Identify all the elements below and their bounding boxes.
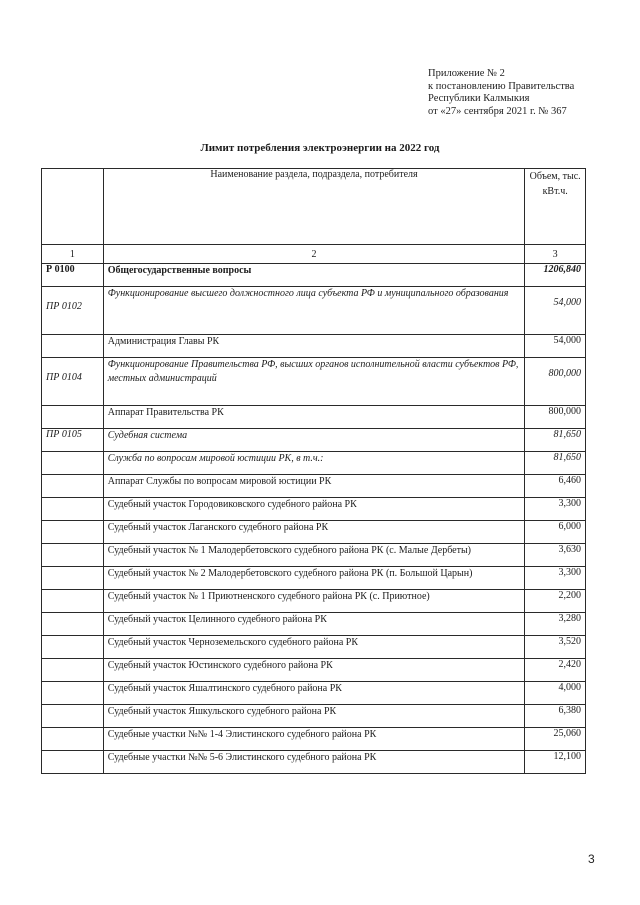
table-row <box>42 590 586 613</box>
row-value: 54,000 <box>525 287 586 335</box>
row-code <box>42 406 104 429</box>
row-value: 2,420 <box>525 659 586 682</box>
row-code <box>42 335 104 358</box>
row-code <box>42 590 104 613</box>
row-name: Судебный участок № 2 Малодербетовского судебного района РК (п. Большой Царын) <box>103 567 525 590</box>
table-row <box>42 659 586 682</box>
approval-line-3: Республики Калмыкия <box>428 93 530 104</box>
table-row <box>42 406 586 429</box>
row-code <box>42 498 104 521</box>
table-row <box>42 705 586 728</box>
row-code <box>42 521 104 544</box>
header-volume-cell: Объем, тыс. кВт.ч. <box>525 169 586 245</box>
table-row <box>42 636 586 659</box>
row-value: 6,000 <box>525 521 586 544</box>
row-value: 54,000 <box>525 335 586 358</box>
row-name: Судебные участки №№ 1-4 Элистинского судебного района РК <box>103 728 525 751</box>
row-value: 3,520 <box>525 636 586 659</box>
row-value: 3,280 <box>525 613 586 636</box>
row-code: ПР 0104 <box>42 358 104 406</box>
row-value: 6,460 <box>525 475 586 498</box>
column-number-1: 1 <box>42 245 104 264</box>
table-row <box>42 751 586 774</box>
row-code <box>42 705 104 728</box>
row-name: Аппарат Правительства РК <box>103 406 525 429</box>
column-number-row <box>42 245 586 264</box>
table-row <box>42 264 586 287</box>
table-row <box>42 544 586 567</box>
row-code: ПР 0102 <box>42 287 104 335</box>
row-name: Судебный участок Лаганского судебного района РК <box>103 521 525 544</box>
row-name: Судебный участок Целинного судебного района РК <box>103 613 525 636</box>
row-code <box>42 544 104 567</box>
row-name: Судебный участок № 1 Приютненского судебного района РК (с. Приютное) <box>103 590 525 613</box>
row-value: 3,630 <box>525 544 586 567</box>
row-name: Судебный участок Яшалтинского судебного района РК <box>103 682 525 705</box>
table-row <box>42 682 586 705</box>
row-name: Функционирование высшего должностного лица субъекта РФ и муниципального образования <box>103 287 525 335</box>
row-name: Судебные участки №№ 5-6 Элистинского судебного района РК <box>103 751 525 774</box>
row-name: Судебный участок № 1 Малодербетовского судебного района РК (с. Малые Дербеты) <box>103 544 525 567</box>
row-code <box>42 636 104 659</box>
row-value: 3,300 <box>525 567 586 590</box>
row-code <box>42 659 104 682</box>
approval-line-1: Приложение № 2 <box>428 68 505 79</box>
header-code-cell <box>42 169 104 245</box>
row-value: 1206,840 <box>525 264 586 287</box>
approval-line-2: к постановлению Правительства <box>428 80 575 92</box>
row-name: Судебный участок Городовиковского судебного района РК <box>103 498 525 521</box>
row-name: Судебный участок Яшкульского судебного района РК <box>103 705 525 728</box>
row-code <box>42 728 104 751</box>
table-row <box>42 358 586 406</box>
approval-note <box>428 68 574 118</box>
row-value: 81,650 <box>525 429 586 452</box>
row-name: Аппарат Службы по вопросам мировой юстиции РК <box>103 475 525 498</box>
row-code <box>42 613 104 636</box>
row-value: 25,060 <box>525 728 586 751</box>
limits-table <box>41 168 586 774</box>
row-name: Судебный участок Юстинского судебного района РК <box>103 659 525 682</box>
row-value: 12,100 <box>525 751 586 774</box>
row-value: 3,300 <box>525 498 586 521</box>
table-row <box>42 498 586 521</box>
column-number-2: 2 <box>103 245 525 264</box>
row-name: Функционирование Правительства РФ, высших органов исполнительной власти субъектов РФ, местных администраций <box>103 358 525 406</box>
table-row <box>42 728 586 751</box>
row-name: Общегосударственные вопросы <box>103 264 525 287</box>
table-row <box>42 287 586 335</box>
table-row <box>42 335 586 358</box>
row-code: Р 0100 <box>42 264 104 287</box>
row-value: 800,000 <box>525 406 586 429</box>
row-code <box>42 475 104 498</box>
row-value: 6,380 <box>525 705 586 728</box>
table-row <box>42 521 586 544</box>
row-name: Судебный участок Черноземельского судебного района РК <box>103 636 525 659</box>
row-name: Служба по вопросам мировой юстиции РК, в т.ч.: <box>103 452 525 475</box>
row-name: Судебная система <box>103 429 525 452</box>
document-title: Лимит потребления электроэнергии на 2022 год <box>200 142 440 154</box>
table-row <box>42 613 586 636</box>
table-header-row <box>42 169 586 245</box>
row-code: ПР 0105 <box>42 429 104 452</box>
table-row <box>42 429 586 452</box>
column-number-3: 3 <box>525 245 586 264</box>
table-row <box>42 452 586 475</box>
header-name-cell: Наименование раздела, подраздела, потребителя <box>103 169 525 245</box>
page-number: 3 <box>588 852 595 866</box>
row-value: 800,000 <box>525 358 586 406</box>
row-code <box>42 567 104 590</box>
row-code <box>42 751 104 774</box>
approval-line-4: от «27» сентября 2021 г. № 367 <box>428 105 567 117</box>
table-row <box>42 567 586 590</box>
row-value: 4,000 <box>525 682 586 705</box>
row-code <box>42 682 104 705</box>
row-value: 81,650 <box>525 452 586 475</box>
row-name: Администрация Главы РК <box>103 335 525 358</box>
row-value: 2,200 <box>525 590 586 613</box>
row-code <box>42 452 104 475</box>
table-row <box>42 475 586 498</box>
